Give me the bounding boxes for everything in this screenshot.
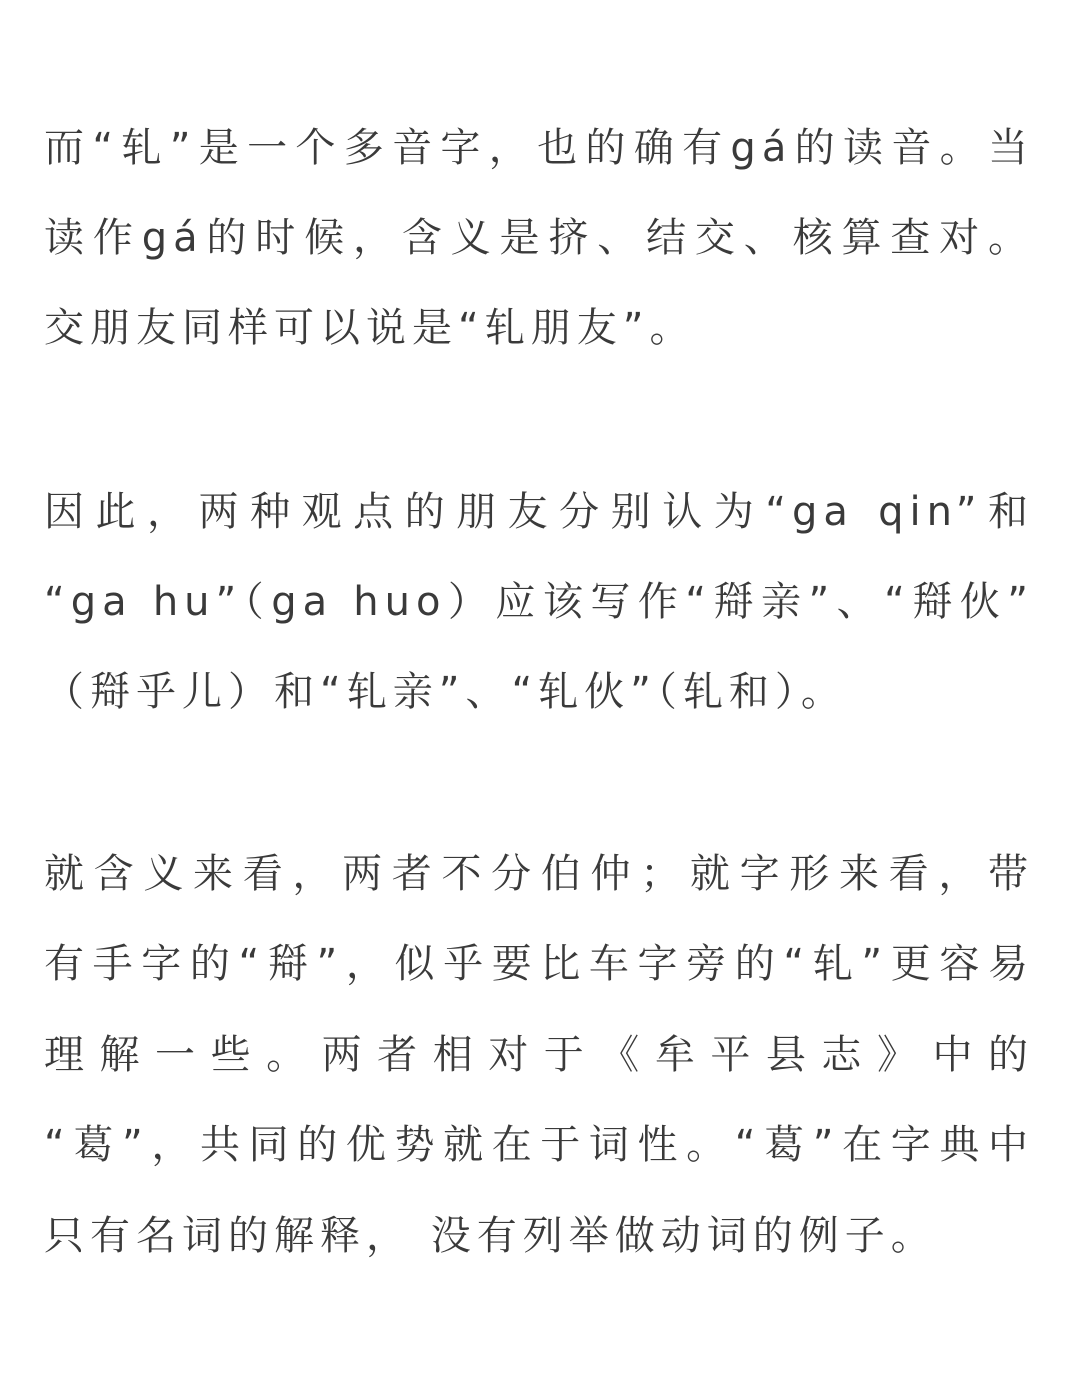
- paragraph-3-line-2: 有手字的“搿”，似乎要比车字旁的“轧”更容易: [44, 941, 1034, 987]
- paragraph-2-line-3: （搿乎儿）和“轧亲”、“轧伙”（轧和）。: [44, 669, 847, 715]
- paragraph-2-line-2: “ga hu”（ga huo）应该写作“搿亲”、“搿伙”: [44, 579, 1034, 625]
- paragraph-3-line-1: 就含义来看，两者不分伯仲；就字形来看，带: [44, 851, 1034, 897]
- paragraph-1-line-1: 而“轧”是一个多音字，也的确有gá的读音。当: [44, 125, 1034, 171]
- paragraph-2-line-1: 因此，两种观点的朋友分别认为“ga qin”和: [44, 489, 1034, 535]
- paragraph-3-line-4: “葛”，共同的优势就在于词性。“葛”在字典中: [44, 1122, 1034, 1168]
- paragraph-3-line-5: 只有名词的解释， 没有列举做动词的例子。: [44, 1213, 937, 1259]
- paragraph-3-line-3: 理解一些。两者相对于《牟平县志》中的: [44, 1032, 1034, 1078]
- paragraph-1-line-2: 读作gá的时候，含义是挤、结交、核算查对。: [44, 215, 1034, 261]
- paragraph-1-line-3: 交朋友同样可以说是“轧朋友”。: [44, 305, 696, 351]
